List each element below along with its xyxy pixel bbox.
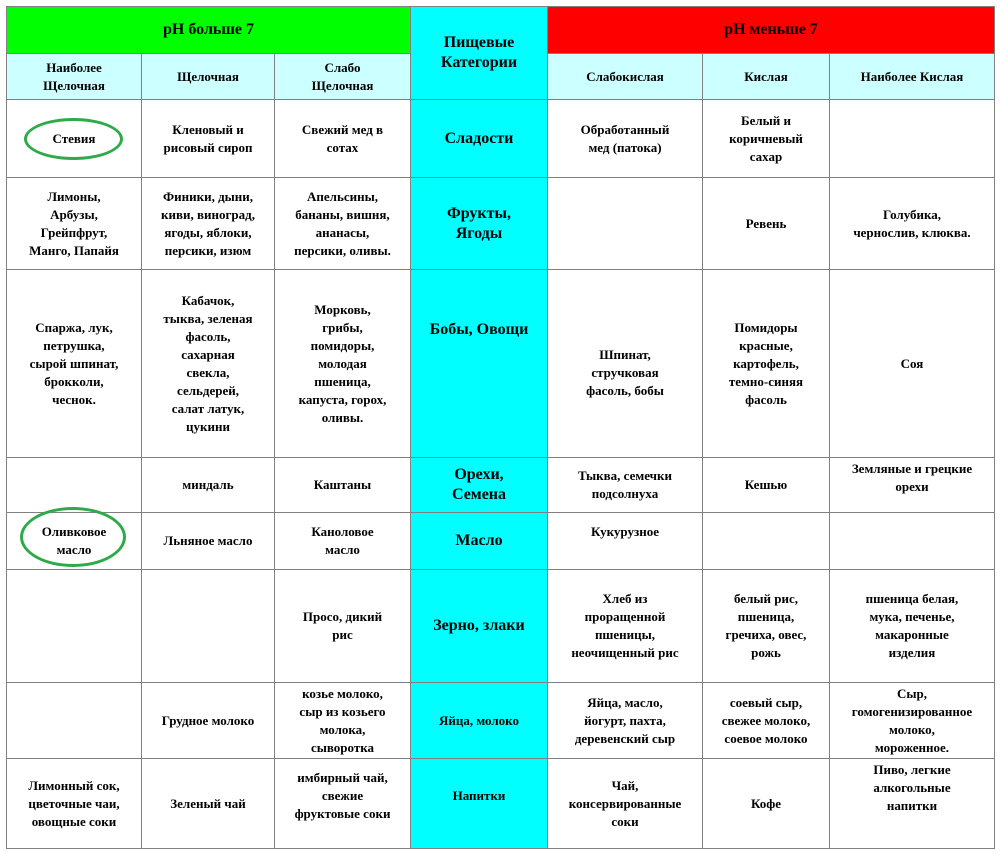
cell-sweets-most-alkaline: Стевия bbox=[6, 99, 142, 178]
cell-nuts-alkaline: миндаль bbox=[141, 457, 275, 513]
category-oil: Масло bbox=[410, 512, 548, 570]
column-slightly-alkaline: Слабо Щелочная bbox=[274, 53, 411, 100]
cell-grain-slightly-alkaline: Просо, дикий рис bbox=[274, 569, 411, 683]
column-most-acidic: Наибoлее Кислая bbox=[829, 53, 995, 100]
ph-above-7-header: pH больше 7 bbox=[6, 6, 411, 54]
cell-nuts-acidic: Кешью bbox=[702, 457, 830, 513]
ph-below-7-header: pH меньше 7 bbox=[547, 6, 995, 54]
cell-grain-most-acidic: пшеница белая, мука, печенье, макаронные изделия bbox=[829, 569, 995, 683]
cell-drinks-acidic: Кофе bbox=[702, 758, 830, 849]
cell-dairy-most-alkaline bbox=[6, 682, 142, 759]
cell-sweets-most-acidic bbox=[829, 99, 995, 178]
category-grain: Зерно, злаки bbox=[410, 569, 548, 683]
cell-dairy-slightly-acidic: Яйца, масло, йогурт, пахта, деревенский сыр bbox=[547, 682, 703, 759]
category-fruits: Фрукты, Ягоды bbox=[410, 177, 548, 270]
cell-drinks-slightly-alkaline: имбирный чай, свежие фруктовые соки bbox=[274, 758, 411, 849]
cell-dairy-most-acidic: Сыр, гомогенизированное молоко, мороженное. bbox=[829, 682, 995, 759]
cell-oil-slightly-acidic: Кукурузное bbox=[547, 512, 703, 570]
cell-vegetables-acidic: Помидоры красные, картофель, темно-синяя фасоль bbox=[702, 269, 830, 458]
column-acidic: Кислая bbox=[702, 53, 830, 100]
cell-dairy-acidic: соевый сыр, свежее молоко, соевое молоко bbox=[702, 682, 830, 759]
stevia-highlight-circle bbox=[24, 118, 123, 160]
food-categories-header: Пищевые Категории bbox=[410, 6, 548, 100]
category-nuts: Орехи, Семена bbox=[410, 457, 548, 513]
cell-sweets-alkaline: Кленовый и рисовый сироп bbox=[141, 99, 275, 178]
cell-fruits-most-alkaline: Лимоны, Арбузы, Грейпфрут, Манго, Папайя bbox=[6, 177, 142, 270]
category-vegetables: Бобы, Овощи bbox=[410, 269, 548, 458]
cell-vegetables-most-alkaline: Спаржа, лук, петрушка, сырой шпинат, брокколи, чеснок. bbox=[6, 269, 142, 458]
cell-fruits-slightly-alkaline: Апельсины, бананы, вишня, ананасы, персики, оливы. bbox=[274, 177, 411, 270]
cell-grain-slightly-acidic: Хлеб из проращенной пшеницы, неочищенный рис bbox=[547, 569, 703, 683]
cell-nuts-most-acidic: Земляные и грецкие орехи bbox=[829, 457, 995, 513]
cell-vegetables-alkaline: Кабачок, тыква, зеленая фасоль, сахарная свекла, сельдерей, салат латук, цукини bbox=[141, 269, 275, 458]
cell-oil-most-alkaline: Оливковое масло bbox=[6, 512, 142, 570]
cell-dairy-alkaline: Грудное молоко bbox=[141, 682, 275, 759]
category-drinks: Напитки bbox=[410, 758, 548, 849]
cell-nuts-slightly-alkaline: Каштаны bbox=[274, 457, 411, 513]
cell-sweets-slightly-alkaline: Свежий мед в сотах bbox=[274, 99, 411, 178]
cell-fruits-acidic: Ревень bbox=[702, 177, 830, 270]
category-dairy: Яйца, молоко bbox=[410, 682, 548, 759]
cell-nuts-slightly-acidic: Тыква, семечки подсолнуха bbox=[547, 457, 703, 513]
cell-drinks-most-alkaline: Лимонный сок, цветочные чаи, овощные соки bbox=[6, 758, 142, 849]
cell-vegetables-most-acidic: Соя bbox=[829, 269, 995, 458]
cell-grain-most-alkaline bbox=[6, 569, 142, 683]
cell-fruits-slightly-acidic bbox=[547, 177, 703, 270]
cell-vegetables-slightly-alkaline: Морковь, грибы, помидоры, молодая пшеница, капуста, горох, оливы. bbox=[274, 269, 411, 458]
cell-oil-acidic bbox=[702, 512, 830, 570]
cell-drinks-most-acidic: Пиво, легкие алкогольные напитки bbox=[829, 758, 995, 849]
category-sweets: Сладости bbox=[410, 99, 548, 178]
cell-vegetables-slightly-acidic: Шпинат, стручковая фасоль, бобы bbox=[547, 269, 703, 458]
cell-nuts-most-alkaline bbox=[6, 457, 142, 513]
cell-dairy-slightly-alkaline: козье молоко, сыр из козьего молока, сыворотка bbox=[274, 682, 411, 759]
cell-fruits-alkaline: Финики, дыни, киви, виноград, ягоды, яблоки, персики, изюм bbox=[141, 177, 275, 270]
cell-oil-slightly-alkaline: Каноловое масло bbox=[274, 512, 411, 570]
olive-oil-highlight-circle bbox=[20, 507, 126, 567]
cell-grain-alkaline bbox=[141, 569, 275, 683]
cell-sweets-slightly-acidic: Обработанный мед (патока) bbox=[547, 99, 703, 178]
cell-drinks-slightly-acidic: Чай, консервированные соки bbox=[547, 758, 703, 849]
cell-grain-acidic: белый рис, пшеница, гречиха, овес, рожь bbox=[702, 569, 830, 683]
cell-oil-most-acidic bbox=[829, 512, 995, 570]
column-most-alkaline: Наиболее Щелочная bbox=[6, 53, 142, 100]
column-alkaline: Щелочная bbox=[141, 53, 275, 100]
cell-fruits-most-acidic: Голубика, чернослив, клюква. bbox=[829, 177, 995, 270]
cell-sweets-acidic: Белый и коричневый сахар bbox=[702, 99, 830, 178]
cell-oil-alkaline: Льняное масло bbox=[141, 512, 275, 570]
cell-drinks-alkaline: Зеленый чай bbox=[141, 758, 275, 849]
column-slightly-acidic: Слабокислая bbox=[547, 53, 703, 100]
